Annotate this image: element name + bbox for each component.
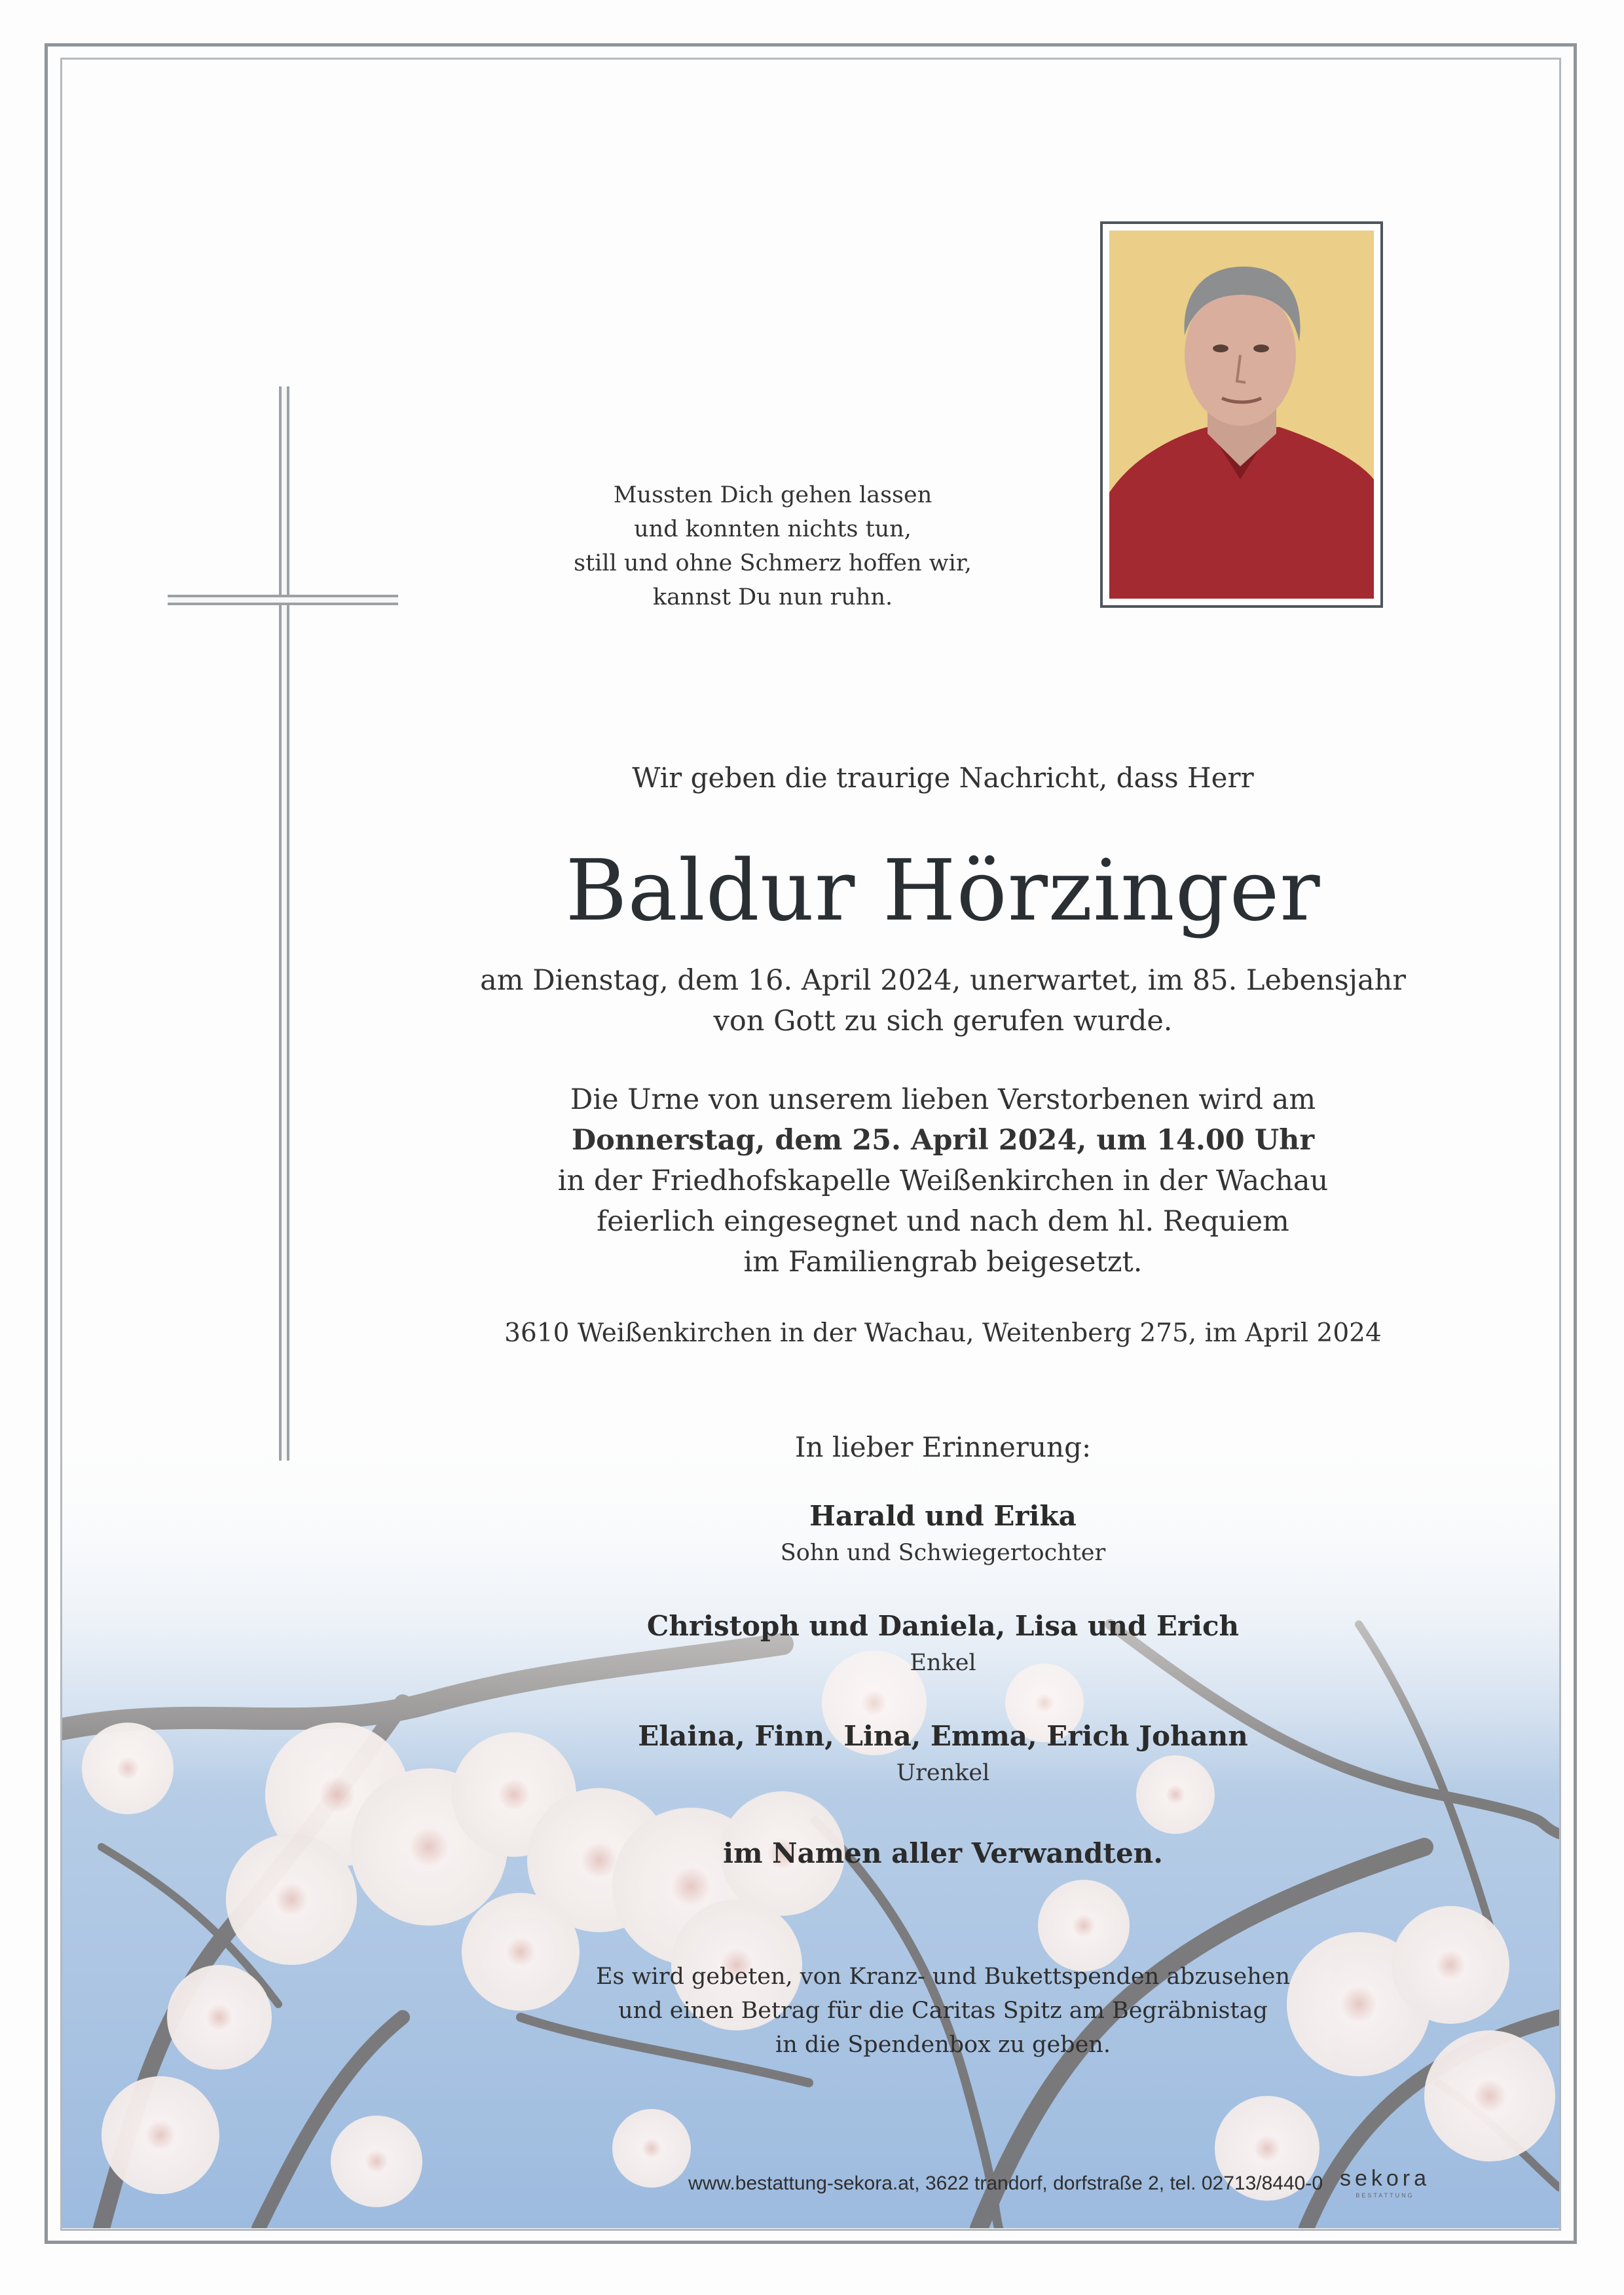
poem-line: und konnten nichts tun, (634, 516, 912, 542)
deceased-name: Baldur Hörzinger (565, 842, 1321, 940)
sekora-logo (1329, 2165, 1441, 2205)
donation-line: in die Spendenbox zu geben. (775, 2032, 1111, 2058)
funeral-date: Donnerstag, dem 25. April 2024, um 14.00 Uhr (571, 1124, 1315, 1157)
donation-request (458, 1960, 1428, 2062)
logo-subtitle: BESTATTUNG (1356, 2192, 1414, 2199)
mourner-relation: Sohn und Schwiegertochter (780, 1540, 1106, 1566)
poem-line: Mussten Dich gehen lassen (613, 482, 932, 508)
funeral-line: feierlich eingesegnet und nach dem hl. Requiem (597, 1205, 1289, 1238)
death-line: am Dienstag, dem 16. April 2024, unerwartet, im 85. Lebensjahr (480, 964, 1406, 997)
donation-line: Es wird gebeten, von Kranz- und Bukettspenden abzusehen (595, 1964, 1291, 1990)
portrait-photo (1100, 221, 1383, 608)
cross-icon-beam (168, 595, 398, 605)
poem-line: still und ohne Schmerz hoffen wir, (574, 550, 972, 576)
poem-line: kannst Du nun ruhn. (652, 584, 893, 610)
death-notice (458, 960, 1428, 1041)
mourner-relation: Enkel (910, 1650, 976, 1676)
funeral-details (458, 1079, 1428, 1282)
memorial-poem (511, 478, 1035, 614)
funeral-home-contact: www.bestattung-sekora.at, 3622 trandorf, dorfstraße 2, tel. 02713/8440-0 (688, 2173, 1323, 2194)
death-line: von Gott zu sich gerufen wurde. (713, 1005, 1173, 1037)
mourners-heading: In lieber Erinnerung: (794, 1431, 1092, 1463)
closing-line: im Namen aller Verwandten. (723, 1837, 1163, 1869)
logo-word: sekora (1339, 2166, 1431, 2191)
mourner-names: Elaina, Finn, Lina, Emma, Erich Johann (638, 1720, 1248, 1752)
announcement-intro: Wir geben die traurige Nachricht, dass Herr (632, 762, 1254, 794)
funeral-line: Die Urne von unserem lieben Verstorbenen wird am (570, 1083, 1316, 1116)
place-and-date: 3610 Weißenkirchen in der Wachau, Weitenberg 275, im April 2024 (504, 1318, 1382, 1348)
donation-line: und einen Betrag für die Caritas Spitz am Begräbnistag (618, 1998, 1268, 2024)
mourner-relation: Urenkel (896, 1760, 990, 1786)
mourner-names: Harald und Erika (809, 1500, 1077, 1532)
mourner-names: Christoph und Daniela, Lisa und Erich (646, 1610, 1240, 1642)
funeral-line: im Familiengrab beigesetzt. (743, 1246, 1143, 1278)
cross-icon (279, 386, 289, 1461)
funeral-line: in der Friedhofskapelle Weißenkirchen in der Wachau (557, 1165, 1329, 1197)
